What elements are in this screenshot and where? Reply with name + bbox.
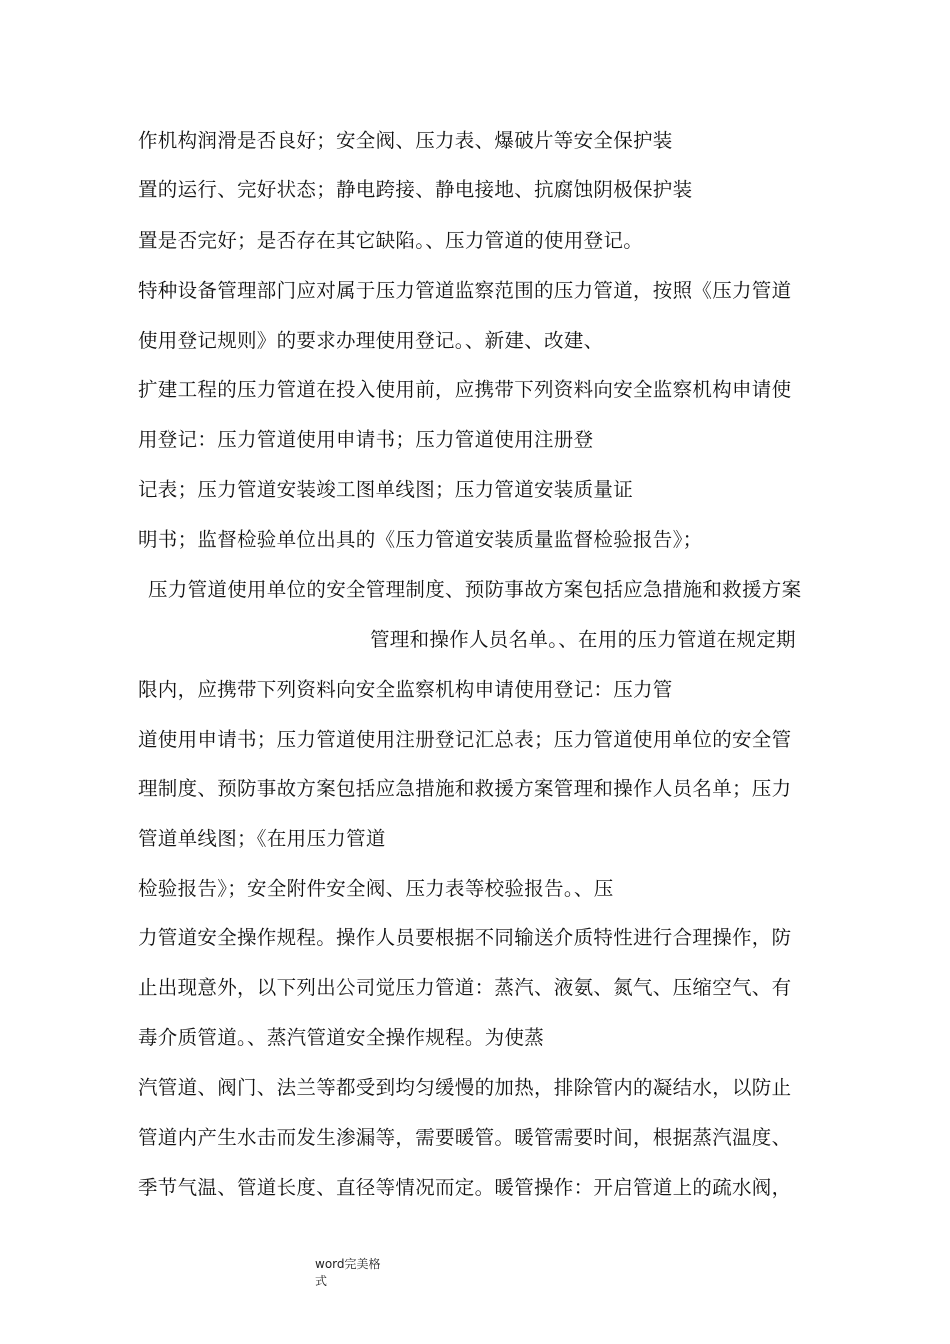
text-line-3: 置是否完好；是否存在其它缺陷。、压力管道的使用登记。 [138, 229, 644, 252]
text-line-5: 使用登记规则》的要求办理使用登记。、新建、改建、 [138, 329, 604, 352]
text-line-18: 止出现意外，以下列出公司觉压力管道：蒸汽、液氨、氮气、压缩空气、有 [138, 976, 792, 999]
text-line-1: 作机构润滑是否良好；安全阀、压力表、爆破片等安全保护装 [138, 129, 673, 152]
text-line-21: 管道内产生水击而发生渗漏等，需要暖管。暖管需要时间，根据蒸汽温度、 [138, 1126, 792, 1149]
footer-line-1: word完美格 [315, 1257, 381, 1271]
text-line-10: 压力管道使用单位的安全管理制度、预防事故方案包括应急措施和救援方案 [148, 578, 802, 601]
text-line-2: 置的运行、完好状态；静电跨接、静电接地、抗腐蚀阴极保护装 [138, 178, 693, 201]
text-line-12: 限内，应携带下列资料向安全监察机构申请使用登记：压力管 [138, 678, 673, 701]
page-footer [315, 1256, 405, 1290]
text-line-4: 特种设备管理部门应对属于压力管道监察范围的压力管道，按照《压力管道 [138, 279, 792, 302]
text-line-11: 管理和操作人员名单。、在用的压力管道在规定期 [370, 628, 796, 651]
text-line-17: 力管道安全操作规程。操作人员要根据不同输送介质特性进行合理操作，防 [138, 926, 792, 949]
text-line-7: 用登记：压力管道使用申请书；压力管道使用注册登 [138, 428, 594, 451]
text-line-8: 记表；压力管道安装竣工图单线图；压力管道安装质量证 [138, 478, 634, 501]
text-line-14: 理制度、预防事故方案包括应急措施和救援方案管理和操作人员名单；压力 [138, 777, 792, 800]
text-line-22: 季节气温、管道长度、直径等情况而定。暖管操作：开启管道上的疏水阀， [138, 1176, 792, 1199]
text-line-19: 毒介质管道。、蒸汽管道安全操作规程。为使蒸 [138, 1026, 545, 1049]
text-line-13: 道使用申请书；压力管道使用注册登记汇总表；压力管道使用单位的安全管 [138, 728, 792, 751]
text-line-15: 管道单线图；《在用压力管道 [138, 827, 386, 850]
text-line-6: 扩建工程的压力管道在投入使用前，应携带下列资料向安全监察机构申请使 [138, 378, 792, 401]
text-line-16: 检验报告》；安全附件安全阀、压力表等校验报告。、压 [138, 877, 614, 900]
footer-line-2: 式 [315, 1274, 328, 1288]
text-line-9: 明书；监督检验单位出具的《压力管道安装质量监督检验报告》； [138, 528, 703, 551]
text-line-20: 汽管道、阀门、法兰等都受到均匀缓慢的加热，排除管内的凝结水，以防止 [138, 1076, 792, 1099]
